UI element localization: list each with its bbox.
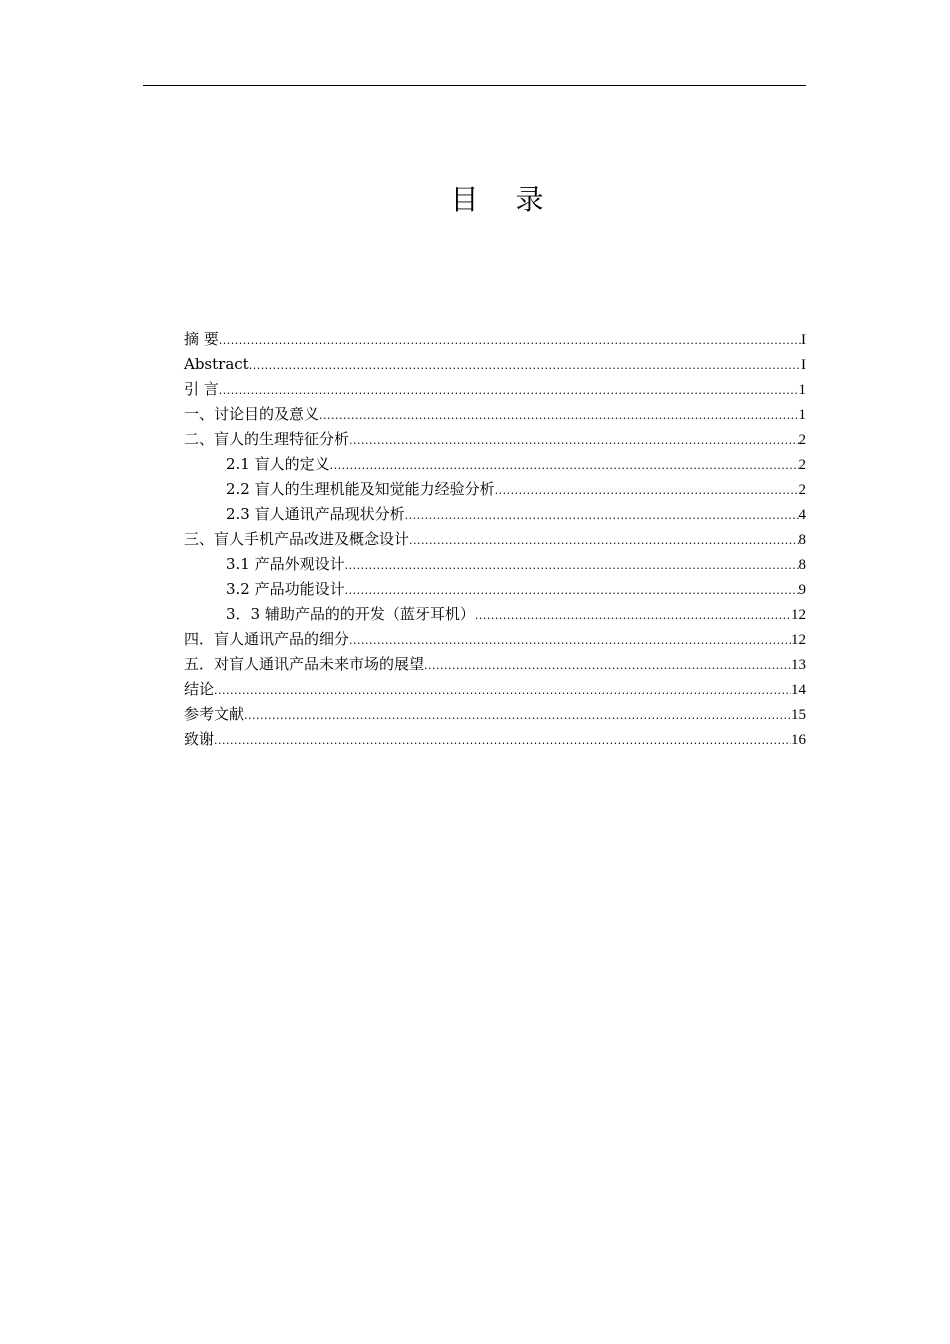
toc-dot-leader: [214, 728, 791, 753]
toc-entry[interactable]: [184, 527, 806, 552]
toc-entry-page: I: [801, 332, 806, 348]
toc-dot-leader: [405, 503, 799, 528]
toc-dot-leader: [349, 628, 791, 653]
toc-entry-title: 3.1 产品外观设计: [226, 555, 345, 573]
toc-dot-leader: [345, 553, 799, 578]
table-of-contents: [184, 327, 806, 752]
toc-entry-title: 致谢: [184, 730, 215, 748]
toc-entry[interactable]: [184, 352, 806, 377]
toc-entry[interactable]: [184, 327, 806, 352]
toc-entry-page: 9: [798, 582, 806, 598]
toc-entry-title: 引 言: [184, 380, 219, 398]
toc-entry-page: 4: [798, 507, 806, 523]
toc-entry-page: 8: [798, 532, 806, 548]
toc-entry[interactable]: [184, 677, 806, 702]
toc-dot-leader: [495, 478, 799, 503]
toc-entry-page: 16: [791, 732, 806, 748]
toc-dot-leader: [244, 703, 791, 728]
toc-entry-page: 12: [791, 632, 806, 648]
toc-entry-page: I: [801, 357, 806, 373]
toc-dot-leader: [214, 678, 791, 703]
toc-entry[interactable]: [184, 377, 806, 402]
toc-dot-leader: [475, 603, 791, 628]
toc-entry-page: 8: [798, 557, 806, 573]
toc-entry[interactable]: [184, 727, 806, 752]
toc-entry-page: 15: [791, 707, 806, 723]
toc-entry-page: 1: [798, 407, 806, 423]
toc-entry[interactable]: [184, 402, 806, 427]
toc-entry[interactable]: [184, 552, 806, 577]
toc-entry-title: 3.2 产品功能设计: [226, 580, 345, 598]
header-rule: [143, 85, 806, 86]
toc-entry-title: 2.1 盲人的定义: [226, 455, 330, 473]
toc-dot-leader: [349, 428, 798, 453]
toc-dot-leader: [219, 378, 799, 403]
toc-dot-leader: [424, 653, 791, 678]
toc-dot-leader: [219, 328, 801, 353]
toc-entry[interactable]: [184, 652, 806, 677]
page-title: 目 录: [450, 183, 558, 216]
toc-entry[interactable]: [184, 427, 806, 452]
toc-entry-title: 2.3 盲人通讯产品现状分析: [226, 505, 405, 523]
toc-entry-title: 参考文献: [184, 705, 245, 723]
toc-entry-title: 二、盲人的生理特征分析: [184, 430, 350, 448]
toc-entry-page: 12: [791, 607, 806, 623]
toc-entry-title: 一、讨论目的及意义: [184, 405, 320, 423]
toc-entry-page: 2: [798, 482, 806, 498]
toc-entry-title: 2.2 盲人的生理机能及知觉能力经验分析: [226, 480, 495, 498]
toc-entry[interactable]: [184, 627, 806, 652]
toc-entry[interactable]: [184, 502, 806, 527]
toc-entry[interactable]: [184, 602, 806, 627]
toc-entry-title: 结论: [184, 680, 215, 698]
toc-entry-page: 1: [798, 382, 806, 398]
toc-entry[interactable]: [184, 577, 806, 602]
toc-dot-leader: [330, 453, 799, 478]
toc-entry[interactable]: [184, 477, 806, 502]
toc-entry-title: 五．对盲人通讯产品未来市场的展望: [184, 655, 425, 673]
toc-entry[interactable]: [184, 702, 806, 727]
toc-entry[interactable]: [184, 452, 806, 477]
toc-entry-title: 四．盲人通讯产品的细分: [184, 630, 350, 648]
toc-dot-leader: [409, 528, 798, 553]
toc-entry-page: 2: [798, 457, 806, 473]
toc-dot-leader: [345, 578, 799, 603]
toc-entry-title: 三、盲人手机产品改进及概念设计: [184, 530, 410, 548]
toc-entry-page: 14: [791, 682, 806, 698]
toc-entry-page: 2: [798, 432, 806, 448]
toc-entry-title: 摘 要: [184, 330, 219, 348]
toc-entry-title: 3．3 辅助产品的的开发（蓝牙耳机）: [226, 605, 475, 623]
toc-entry-title: Abstract: [184, 355, 249, 373]
toc-dot-leader: [249, 353, 801, 378]
toc-dot-leader: [319, 403, 798, 428]
toc-entry-page: 13: [791, 657, 806, 673]
